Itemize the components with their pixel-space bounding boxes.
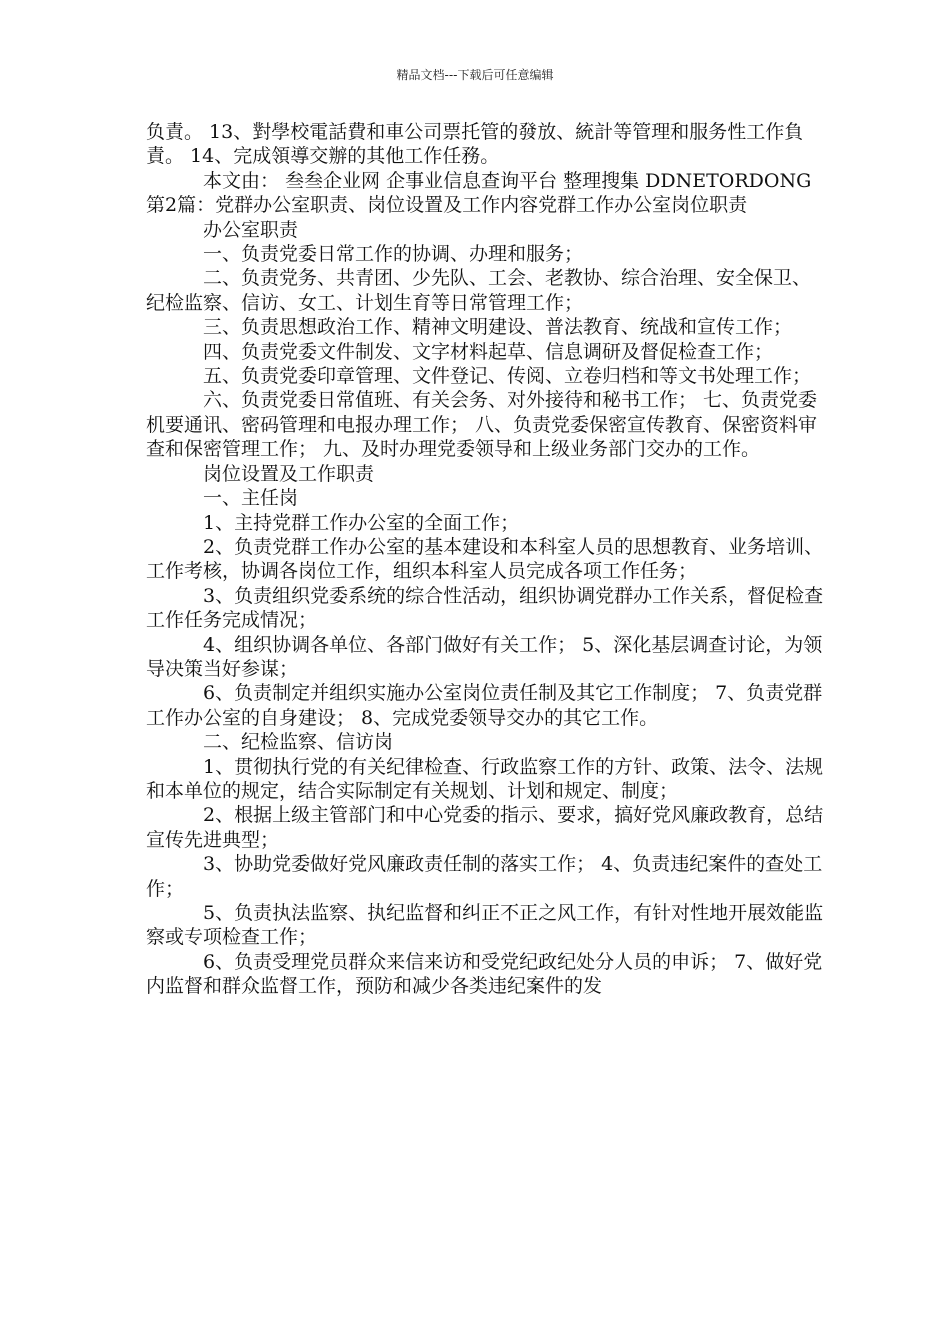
paragraph: 1、主持党群工作办公室的全面工作；: [146, 511, 520, 534]
paragraph: 6、负责制定并组织实施办公室岗位责任制及其它工作制度； 7、负责党群工作办公室的自身建设； 8、完成党委领导交办的其它工作。: [146, 682, 823, 729]
section-heading: 办公室职责: [146, 218, 299, 241]
page-header: 精品文档---下载后可任意编辑: [396, 68, 554, 82]
paragraph: 2、根据上级主管部门和中心党委的指示、要求，搞好党风廉政教育，总结宣传先进典型；: [146, 804, 824, 851]
document-body: [146, 120, 826, 999]
paragraph: 6、负责受理党员群众来信来访和受党纪政纪处分人员的申诉； 7、做好党内监督和群众监督工作，预防和减少各类违纪案件的发: [146, 950, 823, 998]
paragraph: 3、负责组织党委系统的综合性活动，组织协调党群办工作关系，督促检查工作任务完成情况；: [146, 584, 824, 632]
paragraph: 本文由： 叁叁企业网 企事业信息查询平台 整理搜集 DDNETORDONG第2篇：党群办公室职责、岗位设置及工作内容党群工作办公室岗位职责: [146, 169, 812, 217]
paragraph: 一、负责党委日常工作的协调、办理和服务；: [146, 243, 584, 266]
paragraph: 3、协助党委做好党风廉政责任制的落实工作； 4、负责违纪案件的查处工作；: [146, 853, 823, 900]
paragraph: 负責。 13、對學校電話費和車公司票托管的發放、統計等管理和服务性工作負責。 14、完成領導交辦的其他工作任務。: [146, 121, 804, 168]
paragraph: 二、负责党务、共青团、少先队、工会、老教协、综合治理、安全保卫、纪检监察、信访、女工、计划生育等日常管理工作；: [146, 267, 812, 314]
subsection-heading: 一、主任岗: [146, 487, 299, 510]
paragraph: 2、负责党群工作办公室的基本建设和本科室人员的思想教育、业务培训、工作考核，协调各岗位工作，组织本科室人员完成各项工作任务；: [146, 535, 824, 583]
subsection-heading: 二、纪检监察、信访岗: [146, 731, 394, 754]
paragraph: 五、负责党委印章管理、文件登记、传阅、立卷归档和等文书处理工作；: [146, 365, 812, 388]
paragraph: 4、组织协调各单位、各部门做好有关工作； 5、深化基层调查讨论，为领导决策当好参谋；: [146, 633, 823, 680]
paragraph: 5、负责执法监察、执纪监督和纠正不正之风工作，有针对性地开展效能监察或专项检查工作；: [146, 902, 824, 949]
paragraph: 四、负责党委文件制发、文字材料起草、信息调研及督促检查工作；: [146, 340, 774, 363]
paragraph: 三、负责思想政治工作、精神文明建设、普法教育、统战和宣传工作；: [146, 316, 793, 339]
paragraph: 1、贯彻执行党的有关纪律检查、行政监察工作的方针、政策、法令、法规和本单位的规定，结合实际制定有关规划、计划和规定、制度；: [146, 755, 824, 802]
section-heading: 岗位设置及工作职责: [146, 462, 375, 485]
paragraph: 六、负责党委日常值班、有关会务、对外接待和秘书工作； 七、负责党委机要通讯、密码管理和电报办理工作； 八、负责党委保密宣传教育、保密资料审查和保密管理工作； 九、及时办理党委领导和上级业务部门交办的工作。: [146, 389, 818, 461]
